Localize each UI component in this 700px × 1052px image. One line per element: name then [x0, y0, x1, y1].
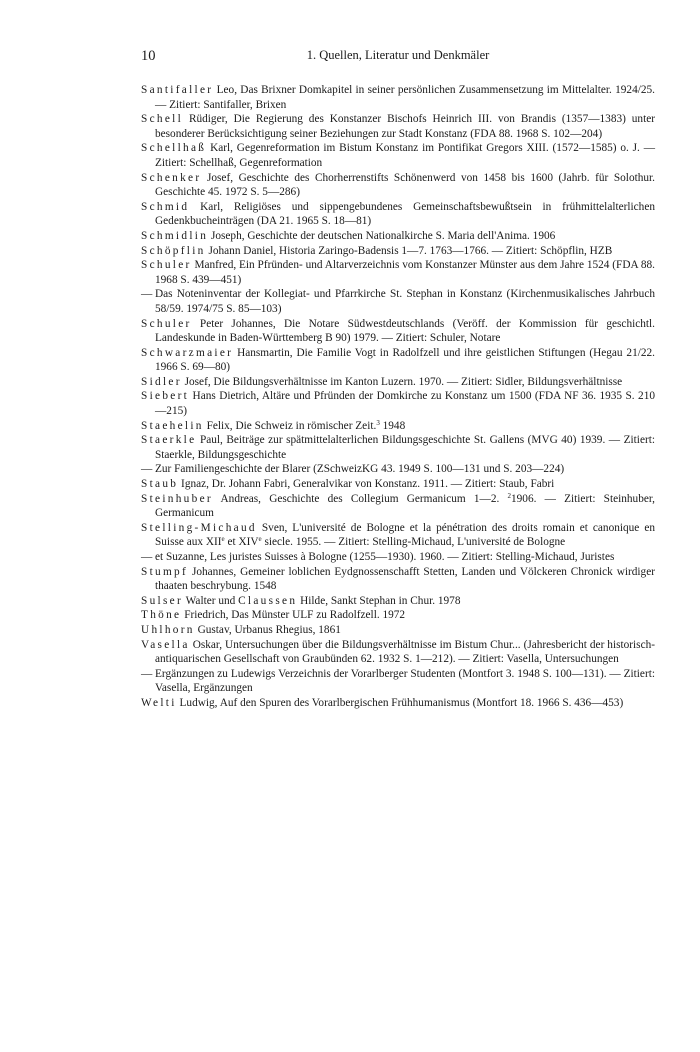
bibliography-entry: [141, 594, 655, 609]
entry-text: 1948: [379, 419, 406, 432]
bibliography-entry: [141, 171, 655, 200]
entry-author: Steinhuber: [141, 492, 213, 505]
entry-text: Paul, Beiträge zur spätmittelalterlichen Bildungsgeschichte St. Gallens (MVG 40) 1939. — Zitiert: Staerkle, Bildungsgeschichte: [155, 434, 655, 461]
entry-text: Andreas, Geschichte des Collegium Germanicum 1—2.: [212, 492, 508, 505]
entry-text: Hansmartin, Die Familie Vogt in Radolfzell und ihre geistlichen Stiftungen (Hegau 21/22. 1966 S. 69—80): [155, 346, 655, 374]
entry-text: siecle. 1955. — Zitiert: Stelling-Michaud, L'université de Bologne: [261, 536, 566, 549]
entry-author: Thöne: [141, 609, 182, 622]
bibliography-entry: [141, 244, 655, 259]
entry-author: Schuler: [141, 259, 192, 272]
bibliography-entry: [141, 229, 655, 244]
entry-author: Schmidlin: [141, 229, 209, 242]
entry-author: Schöpflin: [141, 244, 206, 257]
bibliography-entry: [141, 287, 655, 316]
bibliography-entry: [141, 200, 655, 229]
bibliography-entry: [141, 550, 655, 565]
entry-text: Peter Johannes, Die Notare Südwestdeutschlands (Veröff. der Kommission für geschichtl. Landeskunde in Baden-Württemberg B 90) 1979. — Zitiert: Schuler, Notare: [155, 317, 655, 345]
entry-author: Schwarzmaier: [141, 346, 234, 359]
entry-text: Oskar, Untersuchungen über die Bildungsverhältnisse im Bistum Chur... (Jahresbericht der historisch-antiquarischen Gesellschaft von Graubünden 62. 1932 S. 1—212). — Zitiert: Vasella, Untersuchungen: [155, 638, 655, 666]
entry-text: Joseph, Geschichte der deutschen Nationalkirche S. Maria dell'Anima. 1906: [208, 229, 556, 242]
entry-author: Sidler: [141, 375, 182, 388]
entry-text: Friedrich, Das Münster ULF zu Radolfzell. 1972: [181, 609, 406, 622]
entry-text: Walter und: [183, 594, 239, 607]
bibliography-entry: [141, 112, 655, 141]
entry-text: Karl, Religiöses und sippengebundenes Gemeinschaftsbewußtsein in frühmittelalterlichen Gedenkbucheinträgen (DA 21. 1965 S. 18—81): [155, 200, 655, 228]
entry-text: Gustav, Urbanus Rhegius, 1861: [194, 623, 341, 636]
bibliography-entry: [141, 667, 655, 696]
bibliography-entry: [141, 462, 655, 477]
bibliography-entry: [141, 346, 655, 375]
entry-text: Ergänzungen zu Ludewigs Verzeichnis der Vorarlberger Studenten (Montfort 3. 1948 S. 100—131). — Zitiert: Vasella, Ergänzungen: [155, 667, 655, 695]
continuation-dash: —: [141, 463, 153, 476]
entry-text: Ignaz, Dr. Johann Fabri, Generalvikar von Konstanz. 1911. — Zitiert: Staub, Fabri: [178, 478, 555, 491]
entry-author: Vasella: [141, 638, 190, 651]
bibliography-entry: [141, 623, 655, 638]
entry-author: Schell: [141, 113, 184, 126]
entry-author: Staub: [141, 478, 179, 491]
entry-author: Schenker: [141, 171, 202, 184]
bibliography-entry: [141, 433, 655, 462]
bibliography-entry: [141, 492, 655, 521]
bibliography-entry: [141, 258, 655, 287]
entry-author: Schellhaß: [141, 142, 207, 155]
footnote-superscript: e: [221, 535, 225, 544]
bibliography-entry: [141, 375, 655, 390]
entry-author: Uhlhorn: [141, 623, 195, 636]
entry-text: Karl, Gegenreformation im Bistum Konstanz im Pontifikat Gregors XIII. (1572—1585) o. J. — Zitiert: Schellhaß, Gegenreformation: [155, 142, 655, 169]
entry-text: Leo, Das Brixner Domkapitel in seiner persönlichen Zusammensetzung im Mittelalter. 1924/25. — Zitiert: Santifaller, Brixen: [155, 84, 655, 111]
page-number: 10: [141, 48, 156, 64]
bibliography-entry: [141, 608, 655, 623]
entry-text: Zur Familiengeschichte der Blarer (ZSchweizKG 43. 1949 S. 100—131 und S. 203—224): [155, 463, 565, 476]
entry-text: Felix, Die Schweiz in römischer Zeit.: [203, 419, 377, 432]
bibliography-entry: [141, 696, 655, 711]
entry-text: et XIV: [224, 536, 259, 549]
entry-text: Ludwig, Auf den Spuren des Vorarlbergischen Frühhumanismus (Montfort 18. 1966 S. 436—453): [176, 696, 624, 709]
entry-text: Hilde, Sankt Stephan in Chur. 1978: [297, 594, 461, 607]
entry-text: et Suzanne, Les juristes Suisses à Bologne (1255—1930). 1960. — Zitiert: Stelling-Michaud, Juristes: [155, 551, 615, 563]
entry-author: Staehelin: [141, 419, 204, 432]
bibliography-entry: [141, 638, 655, 667]
footnote-superscript: 3: [376, 418, 380, 427]
continuation-dash: —: [141, 288, 153, 301]
entry-text: Josef, Die Bildungsverhältnisse im Kanton Luzern. 1970. — Zitiert: Sidler, Bildungsverhältnisse: [181, 375, 623, 388]
entry-author: Schuler: [141, 317, 192, 330]
entry-text: Johannes, Gemeiner loblichen Eydgnossenschafft Stetten, Landen und Völckeren Chronick wirdiger thaaten beschrybung. 1548: [155, 565, 655, 593]
entry-author: Santifaller: [141, 84, 214, 96]
bibliography-entry: [141, 389, 655, 418]
entry-text: Manfred, Ein Pfründen- und Altarverzeichnis vom Konstanzer Münster aus dem Jahre 1524 (FDA 88. 1968 S. 439—451): [155, 259, 655, 286]
entry-author: Sulser: [141, 594, 184, 607]
continuation-dash: —: [141, 551, 153, 563]
entry-text: Das Noteninventar der Kollegiat- und Pfarrkirche St. Stephan in Konstanz (Kirchenmusikalisches Jahrbuch 58/59. 1974/75 S. 85—103): [155, 288, 655, 315]
bibliography-entry: [141, 317, 655, 346]
bibliography-entry: [141, 419, 655, 434]
entry-author: Claussen: [238, 594, 298, 607]
footnote-superscript: e: [258, 535, 262, 544]
entry-author: Stumpf: [141, 565, 189, 578]
bibliography-entry: [141, 477, 655, 492]
page-header: [141, 48, 655, 64]
footnote-superscript: 2: [507, 491, 511, 500]
entry-text: Johann Daniel, Historia Zaringo-Badensis 1—7. 1763—1766. — Zitiert: Schöpflin, HZB: [205, 244, 613, 257]
entry-text: Josef, Geschichte des Chorherrenstifts Schönenwerd von 1458 bis 1600 (Jahrb. für Solothur. Geschichte 45. 1972 S. 5—286): [155, 171, 655, 199]
entry-author: Siebert: [141, 390, 190, 403]
entry-author: Schmid: [141, 200, 190, 213]
entry-text: Sven, L'université de Bologne et la pénétration des droits romain et canonique en Suisse aux XII: [155, 521, 655, 549]
bibliography-entry: [141, 565, 655, 594]
bibliography-entry: [141, 83, 655, 112]
entry-author: Staerkle: [141, 434, 197, 447]
entry-text: Hans Dietrich, Altäre und Pfründen der Domkirche zu Konstanz um 1500 (FDA NF 36. 1935 S. 210—215): [155, 390, 655, 418]
running-title: 1. Quellen, Literatur und Denkmäler: [306, 48, 490, 62]
entry-text: 1906. — Zitiert: Steinhuber, Germanicum: [155, 492, 655, 520]
entry-author: Stelling-Michaud: [141, 521, 257, 534]
entry-text: Rüdiger, Die Regierung des Konstanzer Bischofs Heinrich III. von Brandis (1357—1383) unter besonderer Berücksichtigung seiner Beziehungen zur Stadt Konstanz (FDA 88. 1968 S. 102—204): [155, 113, 655, 140]
bibliography-list: [141, 83, 655, 711]
bibliography-entry: [141, 141, 655, 170]
continuation-dash: —: [141, 667, 153, 680]
bibliography-entry: [141, 521, 655, 550]
entry-author: Welti: [141, 696, 177, 709]
